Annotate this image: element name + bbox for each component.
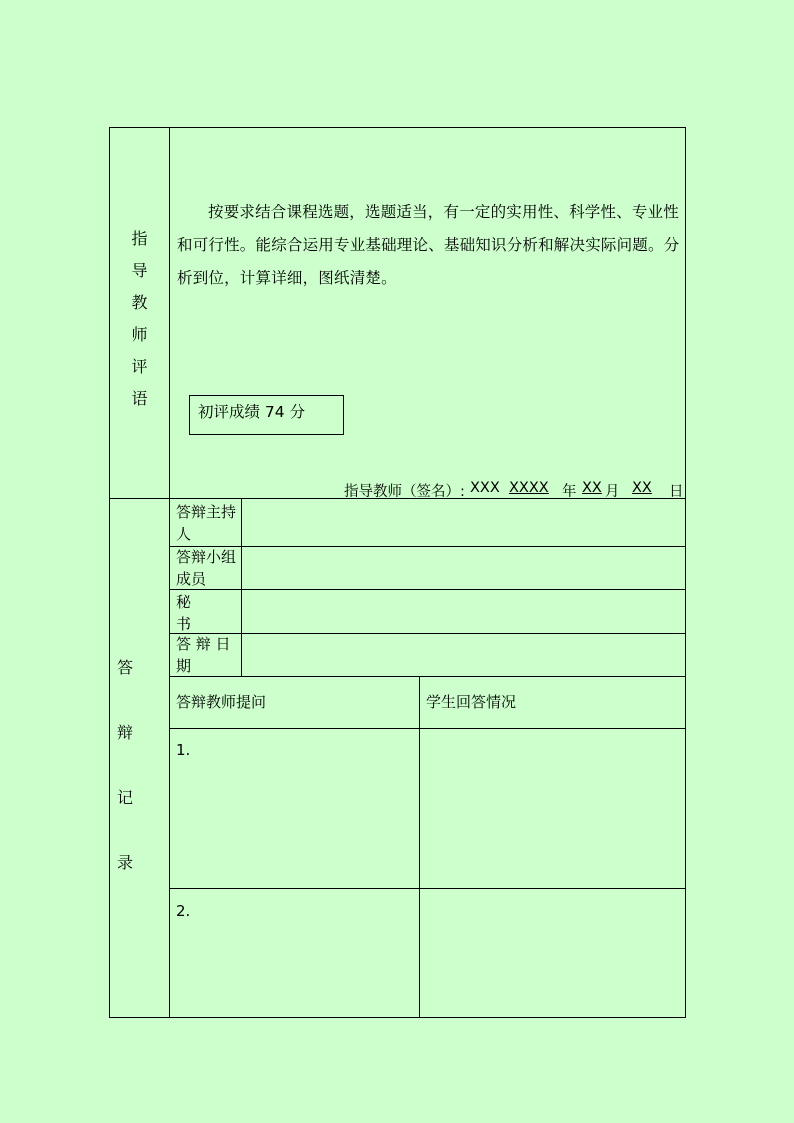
- advisor-comment: 按要求结合课程选题，选题适当，有一定的实用性、科学性、专业性和可行性。能综合运用专业基础理论、基础知识分析和解决实际问题。分析到位，计算详细，图纸清楚。: [177, 203, 680, 287]
- row-label-line: 人: [176, 525, 192, 543]
- advisor-label-char: 教: [131, 293, 148, 312]
- row-date-value[interactable]: [242, 634, 685, 676]
- defense-label-char: 记: [116, 788, 133, 807]
- row-label-line: 书: [176, 615, 192, 633]
- question-number: 1.: [176, 741, 191, 759]
- row-members-value[interactable]: [242, 547, 685, 589]
- signature-day: XX: [632, 480, 652, 496]
- row-label-line: 答 辩 日: [176, 635, 231, 653]
- grade-box: [189, 395, 344, 435]
- row-label-line: 成员: [176, 570, 207, 588]
- row-label-line: 秘: [176, 593, 192, 611]
- row-host-value[interactable]: [242, 499, 685, 546]
- advisor-label-char: 语: [131, 389, 148, 408]
- row-members-label: [176, 546, 236, 590]
- signature-year-unit: 年: [562, 484, 577, 500]
- row-host-label: [176, 501, 236, 545]
- row-secretary-value[interactable]: [242, 590, 685, 633]
- row-label-line: 答辩小组: [176, 548, 237, 566]
- defense-label-char: 录: [116, 853, 133, 872]
- signature-year: XXXX: [509, 480, 549, 496]
- row-label-line: 期: [176, 657, 192, 675]
- row-label-line: 答辩主持: [176, 503, 237, 521]
- defense-label-char: 辩: [116, 723, 133, 742]
- signature-month-unit: 月: [605, 484, 620, 500]
- row-secretary-label: [176, 591, 191, 635]
- answer-header: 学生回答情况: [426, 693, 517, 711]
- signature-day-unit: 日: [669, 484, 684, 500]
- signature-name: XXX: [470, 480, 500, 496]
- advisor-label-char: 评: [131, 357, 148, 376]
- defense-label-char: 答: [116, 658, 133, 677]
- advisor-label-char: 导: [131, 261, 148, 280]
- advisor-label-char: 指: [131, 229, 148, 248]
- question-header: 答辩教师提问: [176, 693, 267, 711]
- signature-month: XX: [582, 480, 602, 496]
- signature-label: 指导教师（签名）:: [344, 484, 465, 500]
- grade-text: 初评成绩 74 分: [198, 403, 306, 421]
- question-number: 2.: [176, 902, 191, 920]
- advisor-label-char: 师: [131, 325, 148, 344]
- row-date-label: [176, 633, 231, 677]
